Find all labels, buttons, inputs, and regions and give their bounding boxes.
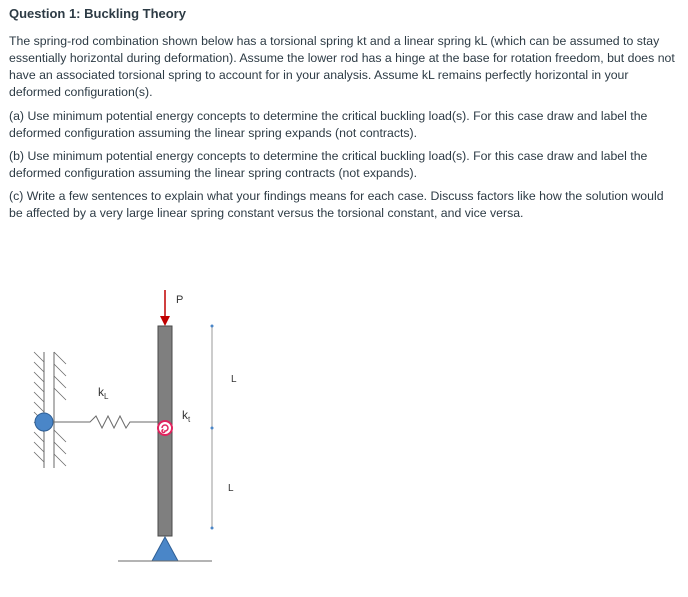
question-part-c: (c) Write a few sentences to explain what your findings means for each case. Discuss factors like how the solution would be affected by a very large linear spring constant versus the torsional constant, and vice versa.	[9, 189, 664, 220]
base-hinge	[152, 537, 178, 561]
wall-hatch	[34, 352, 66, 466]
lower-length-label: L	[228, 483, 234, 494]
upper-length-label: L	[231, 374, 237, 385]
roller-support	[35, 413, 53, 431]
dimension-line	[211, 325, 214, 530]
torsional-spring	[158, 421, 172, 435]
torsional-spring-label: $k_t$	[182, 408, 191, 424]
linear-spring	[53, 416, 162, 428]
load-arrow	[160, 290, 170, 326]
linear-spring-label: $k_L$	[98, 385, 109, 401]
question-part-a: (a) Use minimum potential energy concepts to determine the critical buckling load(s). For this case draw and label the deformed configuration assuming the linear spring expands (not contracts).	[9, 109, 648, 140]
question-part-b: (b) Use minimum potential energy concepts to determine the critical buckling load(s). For this case draw and label the deformed configuration assuming the linear spring contracts (not expands).	[9, 149, 648, 180]
load-label: P	[176, 294, 184, 306]
question-title: Question 1: Buckling Theory	[9, 6, 186, 21]
left-wall	[34, 352, 66, 468]
question-intro: The spring-rod combination shown below has a torsional spring kt and a linear spring kL (which can be assumed to stay essentially horizontal during deformation). Assume the lower rod has a hinge at the base for rotation freedom, but does not have an associated torsional spring to account for in your analysis. Assume kL remains perfectly horizontal in your deformed configuration(s).	[9, 34, 675, 99]
